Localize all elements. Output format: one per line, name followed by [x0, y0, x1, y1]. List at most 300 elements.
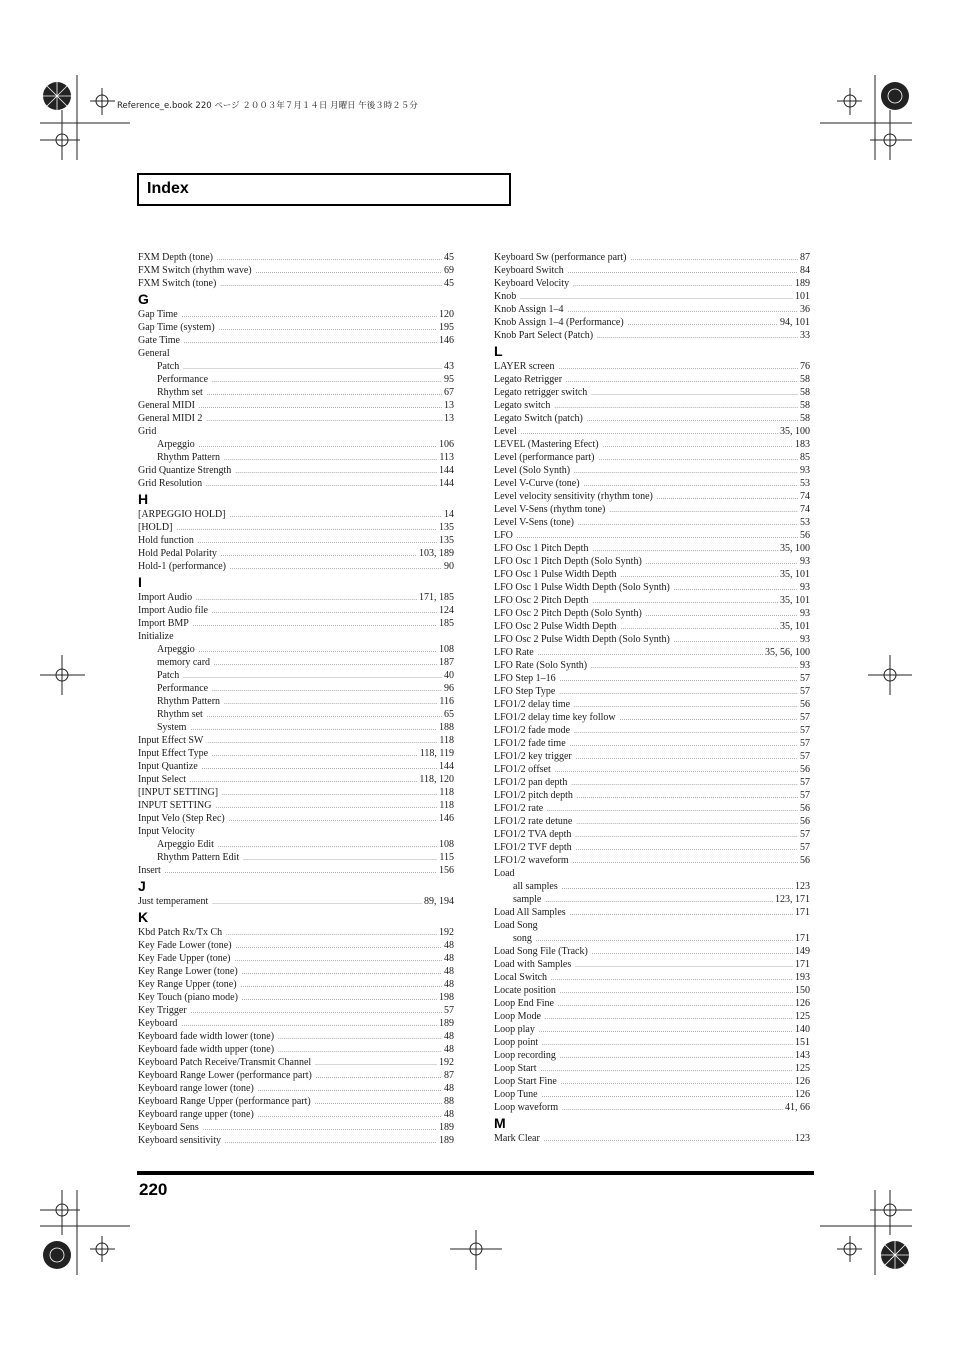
- index-term: General: [138, 348, 170, 359]
- index-term: LFO Osc 2 Pulse Width Depth (Solo Synth): [494, 634, 670, 645]
- index-entry: [138, 334, 454, 347]
- index-pages: 103, 189: [419, 548, 454, 559]
- dot-leader: [199, 645, 437, 658]
- index-entry: [494, 958, 810, 971]
- index-term: Input Select: [138, 774, 187, 785]
- index-entry: [138, 264, 454, 277]
- section-letter: M: [494, 1115, 506, 1131]
- index-entry: [138, 1095, 454, 1108]
- index-pages: 89, 194: [424, 896, 454, 907]
- index-term: LFO1/2 delay time: [494, 699, 571, 710]
- dot-leader: [256, 266, 442, 279]
- index-term: Local Switch: [494, 972, 548, 983]
- index-pages: 76: [800, 361, 810, 372]
- dot-leader: [199, 440, 437, 453]
- index-entry: [138, 926, 454, 939]
- dot-leader: [597, 331, 798, 344]
- index-pages: 74: [800, 504, 810, 515]
- index-term: Kbd Patch Rx/Tx Ch: [138, 927, 223, 938]
- dot-leader: [224, 697, 437, 710]
- index-entry: [494, 1088, 810, 1101]
- index-term: Level (performance part): [494, 452, 595, 463]
- dot-leader: [202, 762, 437, 775]
- index-term: Keyboard sensitivity: [138, 1135, 222, 1146]
- index-pages: 65: [444, 709, 454, 720]
- index-pages: 87: [800, 252, 810, 263]
- index-term: Performance: [157, 683, 209, 694]
- index-term: Load with Samples: [494, 959, 572, 970]
- dot-leader: [544, 1134, 793, 1147]
- index-term: Keyboard range upper (tone): [138, 1109, 254, 1120]
- index-pages: 156: [439, 865, 454, 876]
- dot-leader: [545, 895, 773, 908]
- index-entry: [138, 477, 454, 490]
- index-term: Knob Part Select (Patch): [494, 330, 594, 341]
- index-pages: 93: [800, 582, 810, 593]
- index-pages: 171: [795, 959, 810, 970]
- index-pages: 56: [800, 816, 810, 827]
- index-entry: [494, 303, 810, 316]
- index-pages: 87: [444, 1070, 454, 1081]
- index-pages: 69: [444, 265, 454, 276]
- index-entry: [494, 880, 810, 893]
- index-term: [ARPEGGIO HOLD]: [138, 509, 226, 520]
- index-pages: 58: [800, 400, 810, 411]
- index-entry: [494, 893, 810, 906]
- dot-leader: [591, 388, 798, 401]
- index-entry: [138, 308, 454, 321]
- index-pages: 116: [439, 696, 454, 707]
- index-entry: [494, 997, 810, 1010]
- index-entry: [494, 594, 810, 607]
- dot-leader: [176, 523, 437, 536]
- index-pages: 106: [439, 439, 454, 450]
- dot-leader: [573, 856, 798, 869]
- index-pages: 13: [444, 413, 454, 424]
- index-entry: [494, 646, 810, 659]
- index-term: FXM Switch (tone): [138, 278, 217, 289]
- index-entry: [138, 1056, 454, 1069]
- index-pages: 126: [795, 1076, 810, 1087]
- index-term: Input Quantize: [138, 761, 198, 772]
- index-entry: [138, 438, 454, 451]
- dot-leader: [570, 739, 798, 752]
- index-entry: [494, 425, 810, 438]
- index-entry: [138, 1030, 454, 1043]
- dot-leader: [242, 967, 442, 980]
- dot-leader: [235, 466, 437, 479]
- index-entry: [494, 438, 810, 451]
- index-entry: [494, 1075, 810, 1088]
- dot-leader: [206, 414, 442, 427]
- dot-leader: [182, 310, 437, 323]
- index-term: LFO Osc 1 Pitch Depth: [494, 543, 589, 554]
- index-entry: [138, 373, 454, 386]
- index-entry: [494, 633, 810, 646]
- index-pages: 58: [800, 413, 810, 424]
- index-term: Input Effect Type: [138, 748, 209, 759]
- dot-leader: [212, 606, 437, 619]
- index-entry: [138, 360, 454, 373]
- dot-leader: [241, 980, 442, 993]
- index-pages: 108: [439, 644, 454, 655]
- index-term: LFO Osc 1 Pulse Width Depth: [494, 569, 617, 580]
- index-term: Keyboard fade width upper (tone): [138, 1044, 275, 1055]
- index-pages: 120: [439, 309, 454, 320]
- index-pages: 57: [800, 842, 810, 853]
- index-entry: [494, 373, 810, 386]
- index-entry: [494, 360, 810, 373]
- index-entry: [138, 591, 454, 604]
- index-pages: 35, 101: [780, 569, 810, 580]
- index-term: Key Fade Lower (tone): [138, 940, 232, 951]
- index-entry: [494, 542, 810, 555]
- index-entry: [138, 547, 454, 560]
- index-pages: 88: [444, 1096, 454, 1107]
- index-term: Key Range Lower (tone): [138, 966, 238, 977]
- index-pages: 48: [444, 1083, 454, 1094]
- index-pages: 150: [795, 985, 810, 996]
- index-term: INPUT SETTING: [138, 800, 212, 811]
- index-term: Gate Time: [138, 335, 180, 346]
- index-pages: 118, 120: [419, 774, 454, 785]
- dot-leader: [562, 882, 793, 895]
- dot-leader: [541, 1064, 794, 1077]
- index-term: Locate position: [494, 985, 556, 996]
- index-pages: 125: [795, 1011, 810, 1022]
- index-entry: [494, 386, 810, 399]
- index-entry: [494, 984, 810, 997]
- index-entry: [494, 316, 810, 329]
- dot-leader: [560, 674, 798, 687]
- dot-leader: [559, 687, 798, 700]
- index-entry: [138, 1108, 454, 1121]
- index-term: Level (Solo Synth): [494, 465, 571, 476]
- dot-leader: [609, 505, 798, 518]
- index-pages: 48: [444, 1031, 454, 1042]
- index-pages: 35, 56, 100: [765, 647, 810, 658]
- index-pages: 57: [800, 829, 810, 840]
- index-entry: [138, 786, 454, 799]
- dot-leader: [592, 947, 793, 960]
- index-pages: 48: [444, 953, 454, 964]
- dot-leader: [234, 954, 442, 967]
- index-entry: [138, 1004, 454, 1017]
- index-term: Loop play: [494, 1024, 535, 1035]
- index-pages: 35, 101: [780, 621, 810, 632]
- index-pages: 146: [439, 335, 454, 346]
- index-term: Import Audio file: [138, 605, 208, 616]
- index-pages: 56: [800, 764, 810, 775]
- index-entry: [138, 604, 454, 617]
- dot-leader: [206, 479, 437, 492]
- index-pages: 126: [795, 998, 810, 1009]
- dot-leader: [566, 375, 798, 388]
- dot-leader: [222, 788, 437, 801]
- index-entry: [494, 581, 810, 594]
- dot-leader: [230, 562, 442, 575]
- index-term: Key Trigger: [138, 1005, 187, 1016]
- index-term: Arpeggio Edit: [157, 839, 214, 850]
- index-pages: 171, 185: [419, 592, 454, 603]
- index-pages: 53: [800, 478, 810, 489]
- index-term: Keyboard fade width lower (tone): [138, 1031, 275, 1042]
- index-term: Rhythm set: [157, 387, 203, 398]
- index-term: LFO1/2 TVF depth: [494, 842, 572, 853]
- dot-leader: [545, 1012, 793, 1025]
- index-term: FXM Switch (rhythm wave): [138, 265, 252, 276]
- index-entry: [494, 659, 810, 672]
- index-entry: [494, 529, 810, 542]
- index-pages: 113: [439, 452, 454, 463]
- index-column-right: [494, 251, 810, 1145]
- index-pages: 57: [800, 712, 810, 723]
- index-term: Hold-1 (performance): [138, 561, 227, 572]
- index-entry: [138, 321, 454, 334]
- dot-leader: [573, 279, 793, 292]
- index-entry: [138, 851, 454, 864]
- index-pages: 188: [439, 722, 454, 733]
- index-term: Import Audio: [138, 592, 193, 603]
- index-term: Level: [494, 426, 517, 437]
- index-pages: 123: [795, 1133, 810, 1144]
- index-pages: 118, 119: [419, 748, 454, 759]
- index-entry: [494, 290, 810, 303]
- dot-leader: [620, 713, 798, 726]
- index-term: LFO Step Type: [494, 686, 556, 697]
- dot-leader: [554, 401, 798, 414]
- dot-leader: [243, 853, 437, 866]
- index-pages: 48: [444, 979, 454, 990]
- index-term: LFO1/2 key trigger: [494, 751, 572, 762]
- index-entry: [138, 895, 454, 908]
- index-term: all samples: [513, 881, 558, 892]
- dot-leader: [190, 775, 417, 788]
- index-term: Initialize: [138, 631, 174, 642]
- dot-leader: [198, 536, 437, 549]
- dot-leader: [603, 440, 793, 453]
- index-entry: [138, 991, 454, 1004]
- section-letter: H: [138, 491, 149, 507]
- index-term: LFO1/2 delay time key follow: [494, 712, 616, 723]
- dot-leader: [183, 362, 442, 375]
- index-entry: [494, 490, 810, 503]
- index-pages: 14: [444, 509, 454, 520]
- index-entry: [494, 906, 810, 919]
- index-entry: [494, 789, 810, 802]
- index-pages: 93: [800, 556, 810, 567]
- index-term: Loop waveform: [494, 1102, 559, 1113]
- index-term: Keyboard: [138, 1018, 178, 1029]
- index-pages: 195: [439, 322, 454, 333]
- index-pages: 96: [444, 683, 454, 694]
- index-term: LFO Rate (Solo Synth): [494, 660, 588, 671]
- dot-leader: [599, 453, 799, 466]
- dot-leader: [542, 1038, 793, 1051]
- dot-leader: [646, 609, 798, 622]
- index-entry: [138, 747, 454, 760]
- index-pages: 57: [800, 751, 810, 762]
- dot-leader: [570, 908, 793, 921]
- index-entry: [494, 503, 810, 516]
- section-letter: K: [138, 909, 149, 925]
- index-pages: 118: [439, 800, 454, 811]
- index-pages: 45: [444, 252, 454, 263]
- dot-leader: [562, 1103, 783, 1116]
- index-term: Hold Pedal Polarity: [138, 548, 217, 559]
- index-term: Level V-Curve (tone): [494, 478, 580, 489]
- index-entry: [138, 508, 454, 521]
- index-term: Keyboard Sw (performance part): [494, 252, 627, 263]
- dot-leader: [630, 253, 798, 266]
- index-term: Just temperament: [138, 896, 209, 907]
- dot-leader: [278, 1032, 442, 1045]
- index-entry: [138, 721, 454, 734]
- dot-leader: [315, 1097, 442, 1110]
- index-term: Key Fade Upper (tone): [138, 953, 231, 964]
- index-entry: [494, 841, 810, 854]
- index-term: LFO Step 1–16: [494, 673, 556, 684]
- dot-leader: [576, 843, 798, 856]
- index-pages: 56: [800, 530, 810, 541]
- index-entry: [138, 521, 454, 534]
- index-entry: [494, 1049, 810, 1062]
- index-entry: [494, 672, 810, 685]
- index-entry: [494, 464, 810, 477]
- index-term: Knob Assign 1–4: [494, 304, 564, 315]
- index-term: General MIDI: [138, 400, 195, 411]
- index-pages: 57: [800, 738, 810, 749]
- dot-leader: [574, 466, 798, 479]
- dot-leader: [242, 993, 437, 1006]
- index-entry: [494, 698, 810, 711]
- index-pages: 93: [800, 465, 810, 476]
- index-entry: [138, 1134, 454, 1147]
- index-pages: 192: [439, 1057, 454, 1068]
- index-pages: 35, 100: [780, 543, 810, 554]
- index-term: LFO1/2 rate detune: [494, 816, 573, 827]
- index-term: Grid Quantize Strength: [138, 465, 232, 476]
- index-pages: 135: [439, 535, 454, 546]
- index-pages: 57: [444, 1005, 454, 1016]
- index-pages: 123: [795, 881, 810, 892]
- index-entry: [494, 1101, 810, 1114]
- dot-leader: [212, 684, 442, 697]
- index-entry: [138, 734, 454, 747]
- dot-leader: [225, 1136, 437, 1149]
- dot-leader: [316, 1071, 442, 1084]
- index-term: Patch: [157, 361, 180, 372]
- index-pages: 93: [800, 608, 810, 619]
- dot-leader: [220, 279, 442, 292]
- dot-leader: [591, 661, 798, 674]
- index-pages: 125: [795, 1063, 810, 1074]
- footer-rule: [137, 1171, 814, 1175]
- index-term: Input Velo (Step Rec): [138, 813, 225, 824]
- index-entry: [138, 560, 454, 573]
- dot-leader: [199, 401, 442, 414]
- dot-leader: [221, 549, 417, 562]
- index-term: Keyboard Range Lower (performance part): [138, 1070, 312, 1081]
- index-term: Loop Mode: [494, 1011, 541, 1022]
- index-entry: [494, 685, 810, 698]
- index-entry: [138, 838, 454, 851]
- index-pages: 58: [800, 374, 810, 385]
- index-entry: [138, 1069, 454, 1082]
- dot-leader: [576, 752, 798, 765]
- dot-leader: [212, 749, 418, 762]
- index-pages: 56: [800, 699, 810, 710]
- index-term: Load Song: [494, 920, 538, 931]
- index-pages: 94, 101: [780, 317, 810, 328]
- index-term: LFO Osc 2 Pitch Depth (Solo Synth): [494, 608, 642, 619]
- index-entry: [494, 854, 810, 867]
- index-term: Knob Assign 1–4 (Performance): [494, 317, 624, 328]
- index-term: Arpeggio: [157, 439, 195, 450]
- index-pages: 36: [800, 304, 810, 315]
- index-entry: [494, 1132, 810, 1145]
- index-term: LFO1/2 TVA depth: [494, 829, 572, 840]
- dot-leader: [219, 323, 437, 336]
- index-term: LAYER screen: [494, 361, 555, 372]
- dot-leader: [207, 388, 442, 401]
- index-term: Rhythm set: [157, 709, 203, 720]
- index-entry: [494, 251, 810, 264]
- index-term: System: [157, 722, 187, 733]
- index-term: Keyboard Velocity: [494, 278, 570, 289]
- index-entry: [494, 932, 810, 945]
- index-pages: 189: [439, 1122, 454, 1133]
- index-term: LFO1/2 rate: [494, 803, 544, 814]
- index-term: Level velocity sensitivity (rhythm tone): [494, 491, 653, 502]
- index-term: [INPUT SETTING]: [138, 787, 219, 798]
- dot-leader: [226, 928, 437, 941]
- index-term: Insert: [138, 865, 161, 876]
- index-entry: [494, 971, 810, 984]
- index-column-left: [138, 251, 454, 1147]
- dot-leader: [577, 791, 798, 804]
- index-entry: [138, 1017, 454, 1030]
- dot-leader: [555, 765, 798, 778]
- dot-leader: [539, 1025, 793, 1038]
- dot-leader: [236, 941, 442, 954]
- dot-leader: [184, 336, 437, 349]
- index-entry: [494, 555, 810, 568]
- index-entry: [138, 1082, 454, 1095]
- index-term: Keyboard Range Upper (performance part): [138, 1096, 311, 1107]
- index-term: LFO Osc 1 Pitch Depth (Solo Synth): [494, 556, 642, 567]
- dot-leader: [183, 671, 442, 684]
- index-term: [HOLD]: [138, 522, 173, 533]
- index-entry: [138, 669, 454, 682]
- page-number: 220: [139, 1180, 168, 1199]
- index-entry: [494, 815, 810, 828]
- index-pages: 123, 171: [775, 894, 810, 905]
- index-entry: [494, 763, 810, 776]
- index-entry: [494, 724, 810, 737]
- index-pages: 67: [444, 387, 454, 398]
- index-pages: 53: [800, 517, 810, 528]
- index-term: LFO1/2 fade time: [494, 738, 566, 749]
- index-entry: [138, 656, 454, 669]
- dot-leader: [191, 1006, 442, 1019]
- index-pages: 149: [795, 946, 810, 957]
- index-term: Loop End Fine: [494, 998, 554, 1009]
- index-term: Mark Clear: [494, 1133, 540, 1144]
- index-term: LFO Osc 2 Pulse Width Depth: [494, 621, 617, 632]
- index-pages: 171: [795, 907, 810, 918]
- index-term: Gap Time (system): [138, 322, 215, 333]
